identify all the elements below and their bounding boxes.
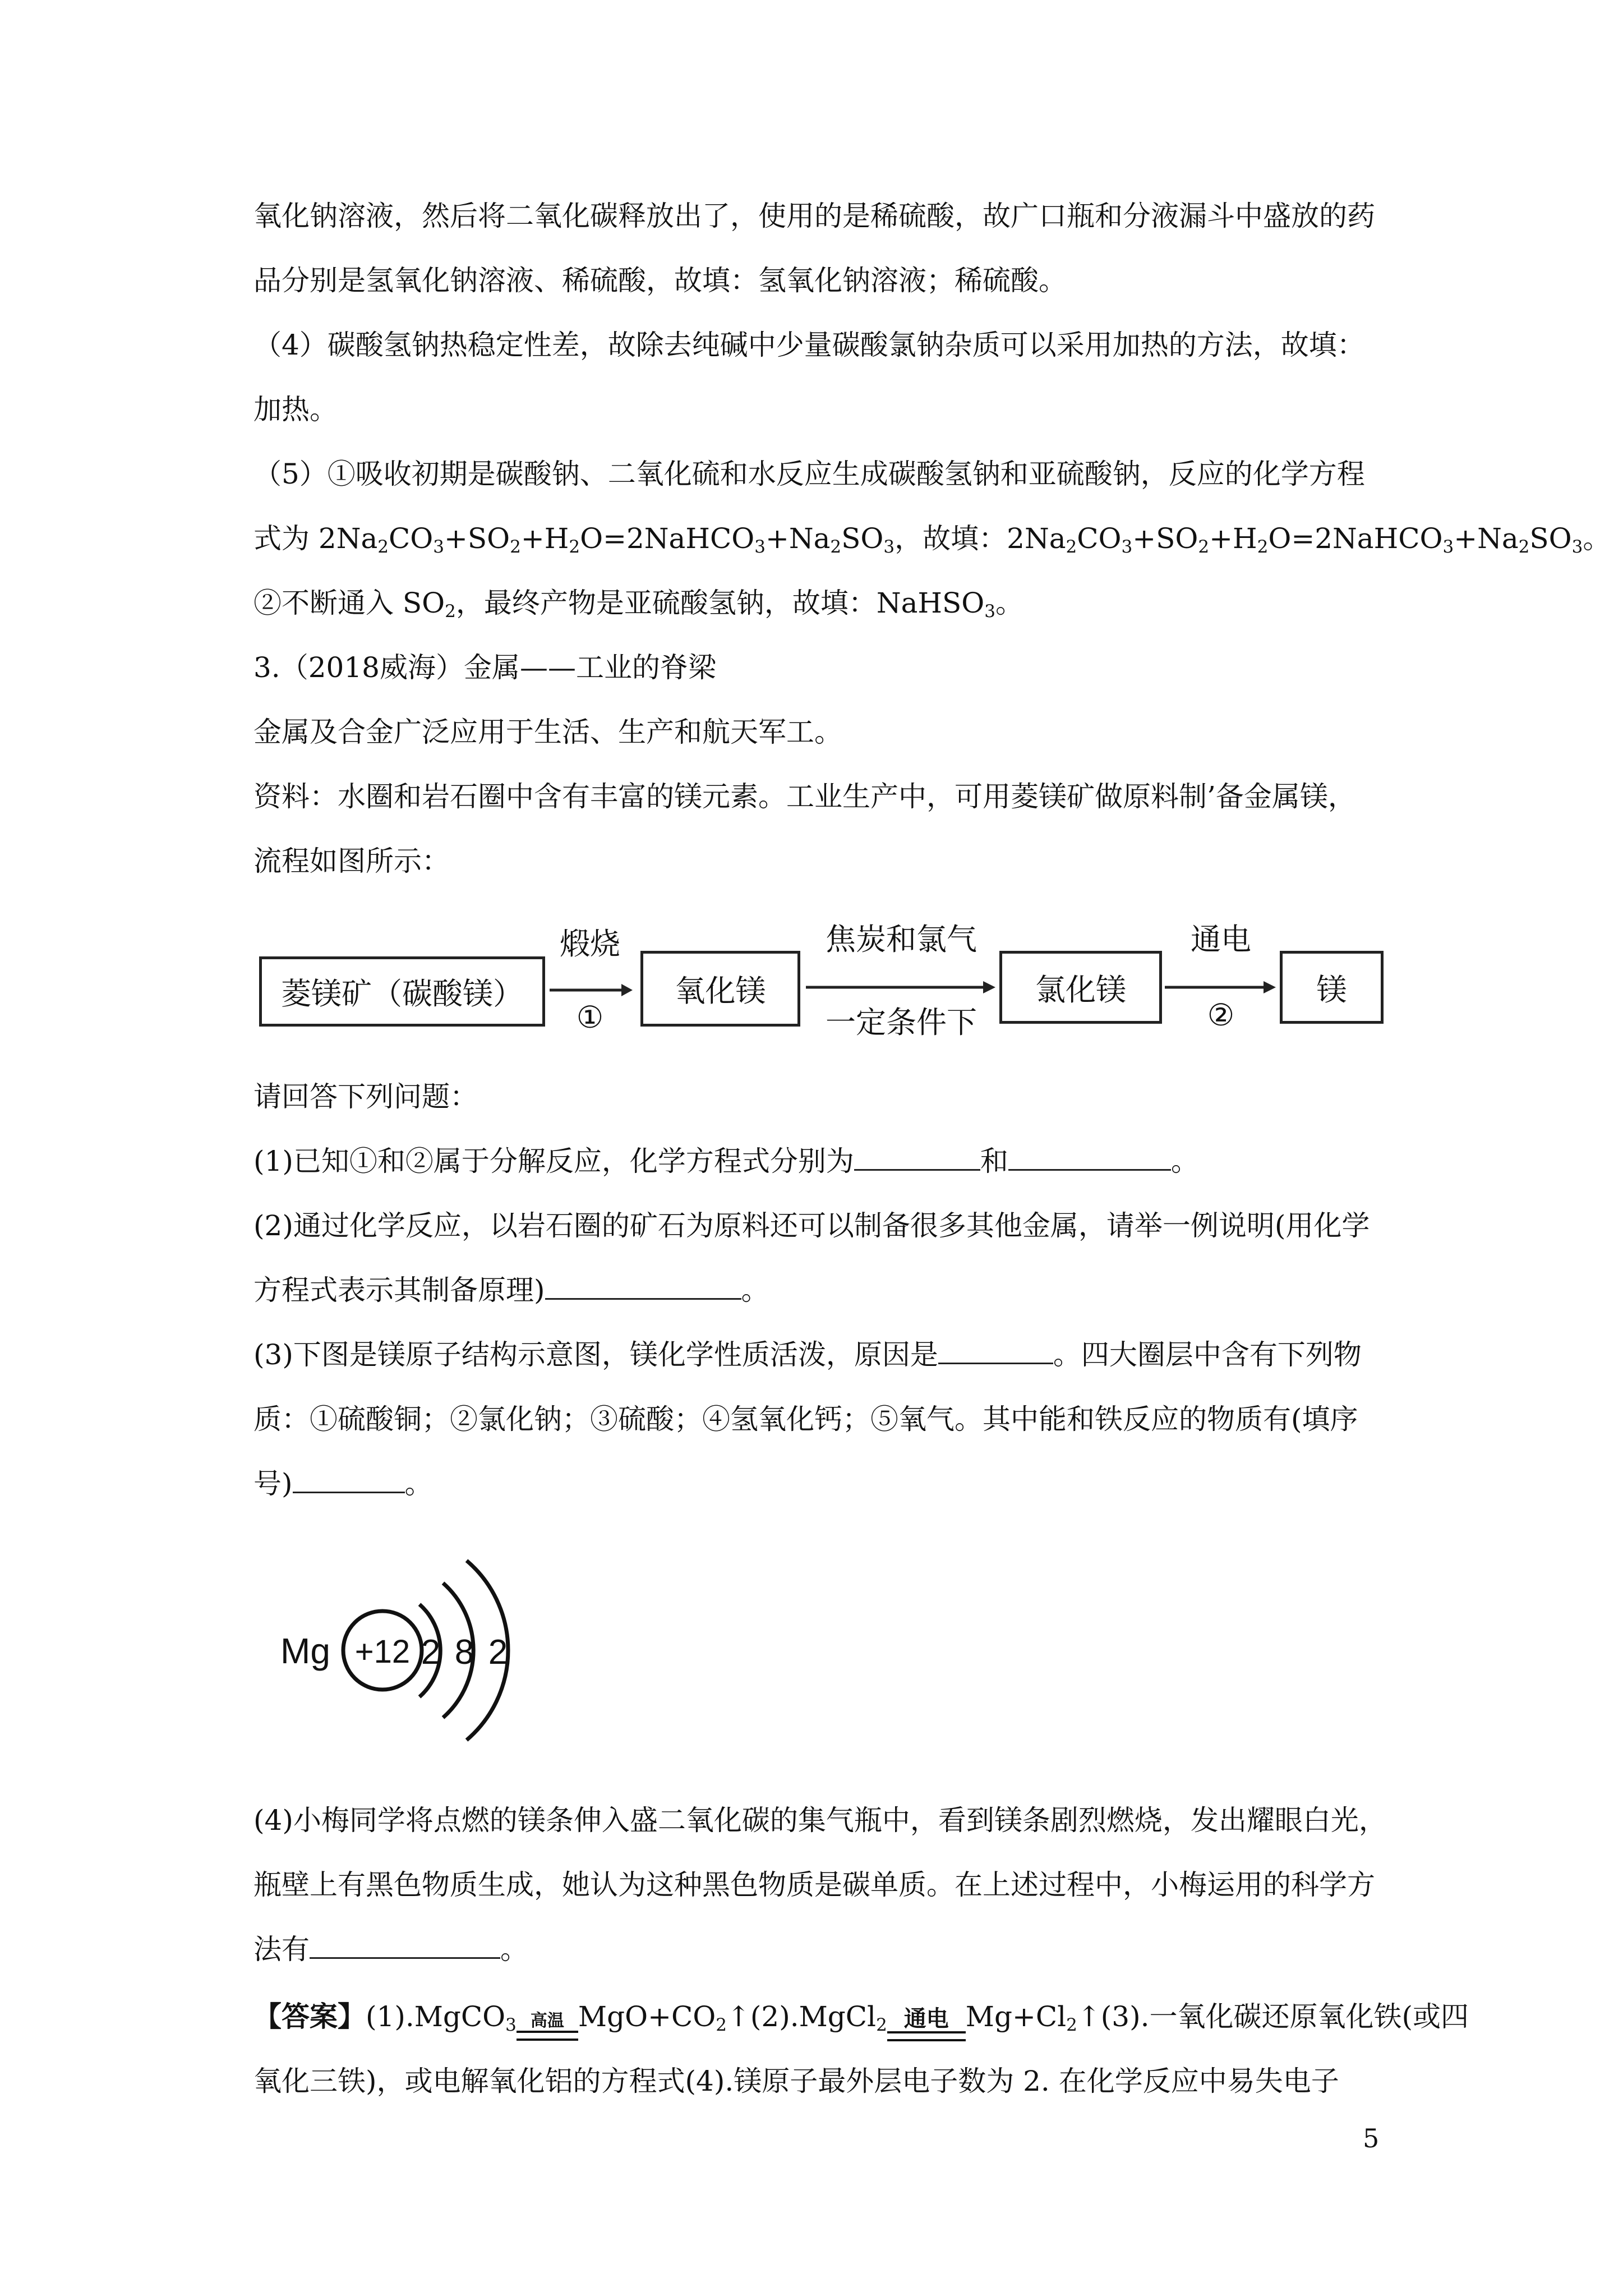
question-3	[253, 1338, 1362, 1372]
flow-label-coke-chlorine: 焦炭和氯气	[826, 922, 977, 957]
equals-bars	[887, 2031, 966, 2041]
text-span: ，最终产物是亚硫酸氢钠，故填：NaHSO	[455, 587, 985, 619]
flow-label-calcine: 煅烧	[560, 926, 620, 961]
text-line: 请回答下列问题：	[253, 1080, 478, 1113]
text-line: （4）碳酸氢钠热稳定性差，故除去纯碱中少量碳酸氯钠杂质可以采用加热的方法，故填：	[253, 329, 1365, 361]
flow-label-condition: 一定条件下	[826, 1005, 977, 1040]
text-span: 。	[500, 1933, 528, 1966]
flow-diagram	[253, 922, 1375, 1055]
flow-box-magnesium: 镁	[1280, 951, 1384, 1024]
magnesium-atom-diagram	[275, 1520, 566, 1761]
nucleus-charge: +12	[354, 1634, 411, 1670]
text-span: 。	[404, 1467, 433, 1500]
answer-blank	[938, 1340, 1053, 1364]
text-line: 加热。	[253, 393, 338, 426]
answer-blank	[545, 1276, 741, 1300]
page-number: 5	[1363, 2123, 1380, 2154]
question-4-cont: 瓶壁上有黑色物质生成，她认为这种黑色物质是碳单质。在上述过程中，小梅运用的科学方	[253, 1869, 1375, 1901]
arrow-2-icon	[806, 979, 997, 996]
question-3-cont: 质：①硫酸铜；②氯化钠；③硫酸；④氢氧化钙；⑤氧气。其中能和铁反应的物质有(填序	[253, 1403, 1358, 1435]
arrow-1-icon	[550, 982, 634, 999]
text-line: 资料：水圈和岩石圈中含有丰富的镁元素。工业生产中，可用菱镁矿做原料制’备金属镁，	[253, 780, 1356, 813]
text-span: (1)已知①和②属于分解反应，化学方程式分别为	[253, 1145, 854, 1177]
flow-label-electrolysis: 通电	[1191, 922, 1251, 957]
text-span: (3)下图是镁原子结构示意图，镁化学性质活泼，原因是	[253, 1338, 938, 1371]
flow-box-magnesium-chloride: 氯化镁	[999, 951, 1162, 1024]
answer-blank	[1008, 1147, 1171, 1171]
question-1	[253, 1144, 1199, 1178]
condition-text: 高温	[530, 2011, 564, 2031]
eq-middle: ，故填：	[895, 522, 1007, 555]
eq-prefix: 式为	[253, 522, 319, 555]
equals-bars	[517, 2031, 578, 2041]
text-span: MgO+CO	[578, 2000, 716, 2033]
text-span: 。四大圈层中含有下列物	[1053, 1338, 1362, 1371]
text-span: 。	[995, 587, 1024, 619]
shell-3-count: 2	[488, 1633, 508, 1672]
arrow-3-icon	[1165, 979, 1277, 996]
text-line: 金属及合金广泛应用于生活、生产和航天军工。	[253, 716, 842, 748]
eq-end: 。	[1583, 522, 1611, 555]
answer-label: 【答案】	[253, 2000, 366, 2033]
text-line: （5）①吸收初期是碳酸钠、二氧化硫和水反应生成碳酸氢钠和亚硫酸钠，反应的化学方程	[253, 458, 1365, 490]
text-line: 品分别是氢氧化钠溶液、稀硫酸，故填：氢氧化钠溶液；稀硫酸。	[253, 264, 1067, 297]
text-span: 。	[741, 1274, 769, 1306]
text-span: (1).MgCO	[366, 2000, 506, 2033]
reaction-condition-anneal	[517, 2013, 578, 2041]
question-4-cont	[253, 1932, 528, 1966]
text-span: Mg+Cl	[965, 2000, 1067, 2033]
text-span: 方程式表示其制备原理)	[253, 1274, 545, 1306]
answer-line: 【答案】(1).MgCO$_3$ 高温 $MgO+CO_2↑(2).MgCl_2$ 通电 $Mg+Cl_2↑(3)$.一氧化碳还原氧化铁(或四	[253, 2000, 1469, 2041]
text-line: 流程如图所示：	[253, 845, 450, 877]
answer-blank	[854, 1147, 980, 1171]
question-3-cont	[253, 1467, 433, 1501]
text-span: ↑(2).MgCl	[726, 2000, 877, 2033]
shell-1-count: 2	[421, 1633, 441, 1672]
text-span: ↑(3).一氧化碳还原氧化铁(或四	[1077, 2000, 1469, 2033]
question-4: (4)小梅同学将点燃的镁条伸入盛二氧化碳的集气瓶中，看到镁条剧烈燃烧，发出耀眼白光，	[253, 1804, 1387, 1837]
question-heading: 3.（2018威海）金属——工业的脊梁	[253, 651, 716, 684]
flow-box-magnesium-oxide: 氧化镁	[640, 951, 800, 1027]
answer-blank	[310, 1935, 500, 1959]
atom-symbol: Mg	[280, 1631, 330, 1671]
reaction-condition-electrolysis	[887, 2005, 966, 2041]
flow-label-step-2: ②	[1207, 997, 1235, 1033]
text-span: 。	[1170, 1145, 1199, 1177]
shell-2-count: 8	[454, 1633, 474, 1672]
answer-line-cont: 氧化三铁)，或电解氧化铝的方程式(4).镁原子最外层电子数为 2. 在化学反应中易失电子	[253, 2065, 1339, 2097]
text-span: ②不断通入 SO	[253, 587, 445, 619]
answer-blank	[293, 1469, 405, 1493]
text-line: ②不断通入 $SO_2$，最终产物是亚硫酸氢钠，故填：NaHSO$_3$。	[253, 587, 1024, 622]
equation-line: 式为 $2Na_2CO_3+SO_2+H_2O=2NaHCO_3+Na_2SO_3$，故填：$2Na_2CO_3+SO_2+H_2O=2NaHCO_3+Na_2SO_3$。	[253, 522, 1611, 557]
flow-box-magnesite: 菱镁矿（碳酸镁）	[259, 956, 545, 1027]
flow-label-step-1: ①	[576, 1000, 604, 1035]
text-span: 和	[980, 1145, 1008, 1177]
question-2-cont	[253, 1273, 769, 1307]
text-span: 号)	[253, 1467, 293, 1500]
text-span: 法有	[253, 1933, 310, 1966]
condition-text: 通电	[903, 2005, 949, 2032]
question-2: (2)通过化学反应，以岩石圈的矿石为原料还可以制备很多其他金属，请举一例说明(用化学	[253, 1209, 1370, 1242]
text-line: 氧化钠溶液，然后将二氧化碳释放出了，使用的是稀硫酸，故广口瓶和分液漏斗中盛放的药	[253, 200, 1375, 232]
